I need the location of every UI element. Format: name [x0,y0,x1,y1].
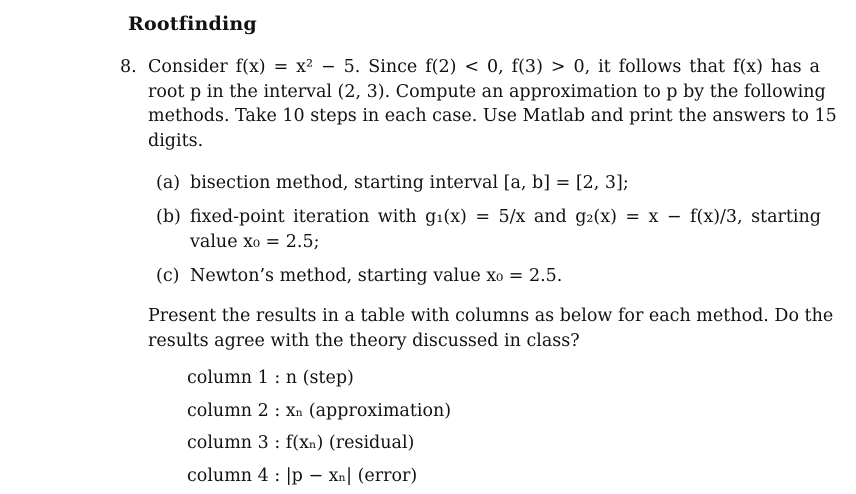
column-spec-item: column 2 : xₙ (approximation) [187,400,452,421]
column-spec-item: column 3 : f(xₙ) (residual) [187,433,415,453]
part-text: Newton’s method, starting value x₀ = 2.5. [190,266,563,286]
instructions-line: results agree with the theory discussed in class? [148,331,580,351]
problem-parts [156,171,821,298]
problem-statement [148,55,837,154]
column-spec-list [187,362,451,492]
problem-8 [120,55,837,154]
problem-line: Consider f(x) = x² − 5. Since f(2) < 0, f(3) > 0, it follows that f(x) has a [148,57,820,77]
part-c [156,264,821,289]
part-text: bisection method, starting interval [a, b] = [2, 3]; [190,173,629,193]
part-label: (b) [156,207,181,227]
problem-line: methods. Take 10 steps in each case. Use Matlab and print the answers to 15 [148,106,837,127]
instructions-line: Present the results in a table with columns as below for each method. Do the [148,306,834,326]
part-text: value x₀ = 2.5; [190,232,320,252]
problem-line: root p in the interval (2, 3). Compute an approximation to p by the following [148,81,826,102]
part-text: fixed-point iteration with g₁(x) = 5/x and g₂(x) = x − f(x)/3, starting [190,207,821,227]
part-label: (c) [156,266,180,286]
part-a [156,171,821,196]
column-spec-item: column 4 : |p − xₙ| (error) [187,465,418,486]
problem-number: 8. [120,57,137,77]
part-b [156,205,821,255]
instructions-paragraph [148,304,834,354]
problem-line: digits. [148,131,204,152]
section-title: Rootfinding [128,13,257,35]
part-label: (a) [156,173,181,193]
column-spec-item: column 1 : n (step) [187,368,354,388]
